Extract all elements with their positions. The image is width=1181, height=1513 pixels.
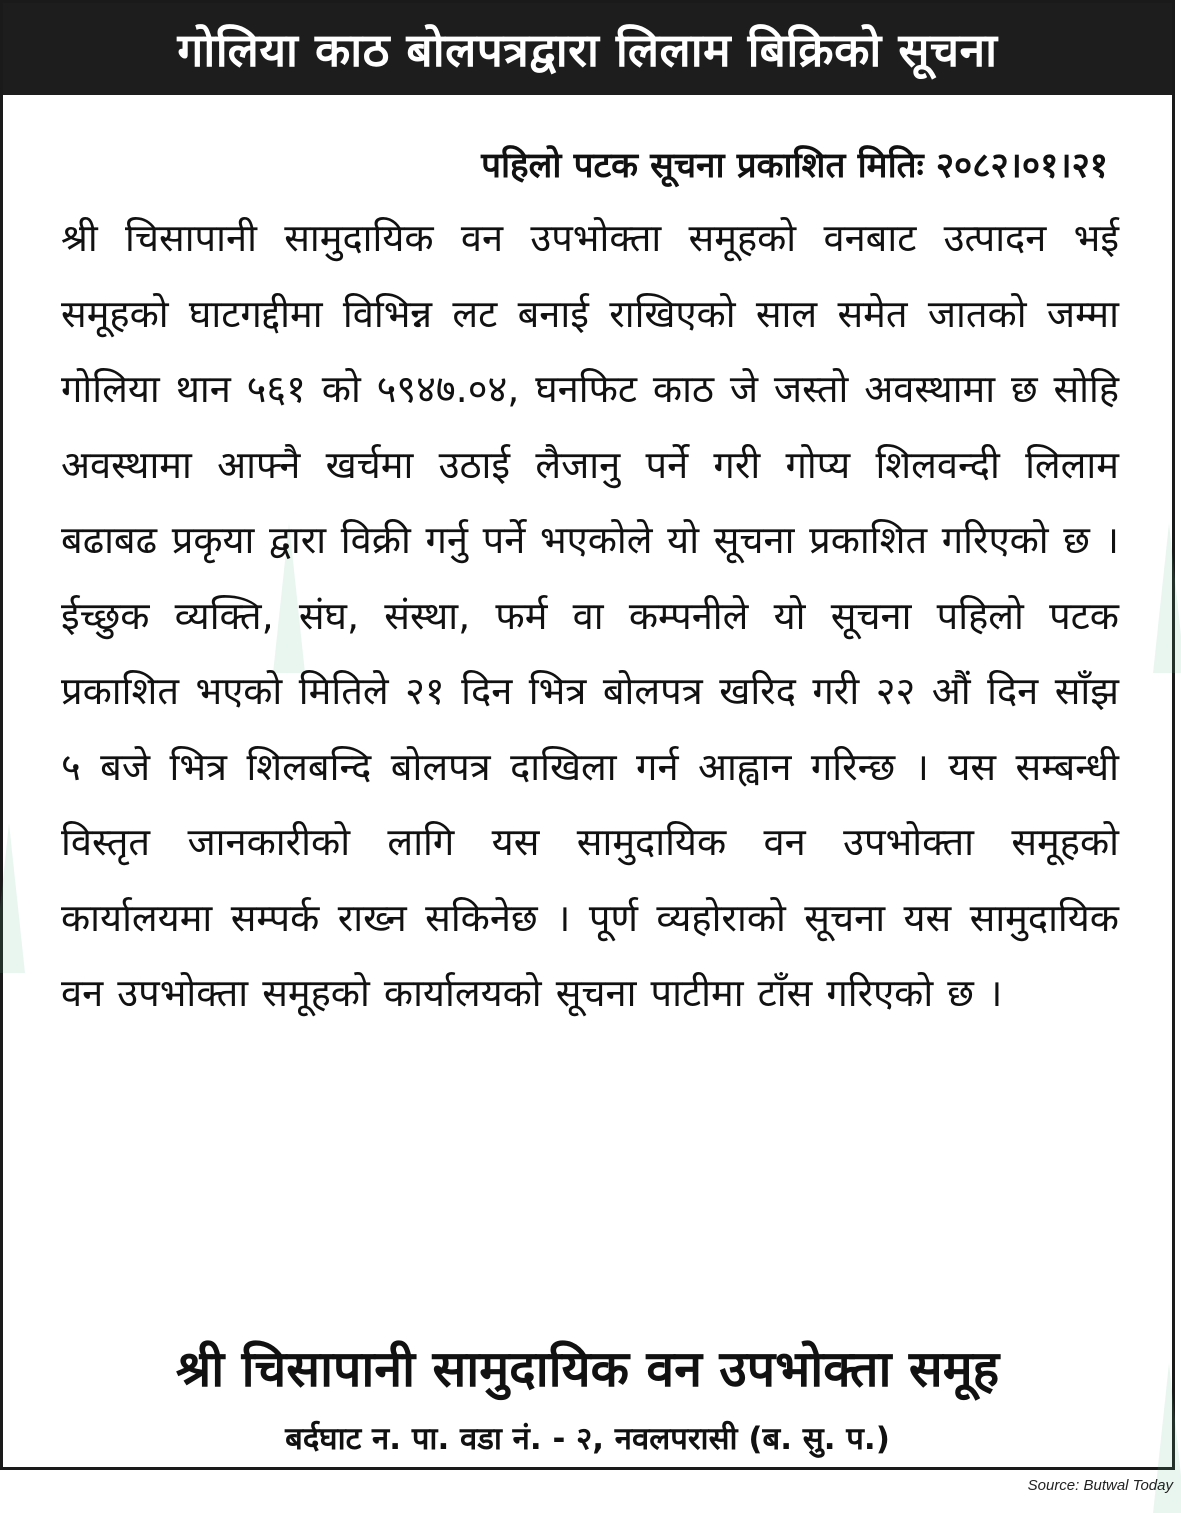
decorative-arrow-shape (1153, 523, 1181, 673)
notice-body: श्री चिसापानी सामुदायिक वन उपभोक्ता समूहको वनबाट उत्पादन भई समूहको घाटगद्दीमा विभिन्न लट बनाई राखिएको साल समेत जातको जम्मा गोलिया थान ५६१ को ५९४७.०४, घनफिट काठ जे जस्तो अवस्थामा छ सोहि अवस्थामा आफ्नै खर्चमा उठाई लैजानु पर्ने गरी गोप्य शिलवन्दी लिलाम बढाबढ प्रकृया द्वारा विक्री गर्नु पर्ने भएकोले यो सूचना प्रकाशित गरिएको छ । ईच्छुक व्यक्ति, संघ, संस्था, फर्म वा कम्पनीले यो सूचना पहिलो पटक प्रकाशित भएको मितिले २१ दिन भित्र बोलपत्र खरिद गरी २२ औं दिन साँझ ५ बजे भित्र शिलबन्दि बोलपत्र दाखिला गर्न आह्वान गरिन्छ । यस सम्बन्धी विस्तृत जानकारीको लागि यस सामुदायिक वन उपभोक्ता समूहको कार्यालयमा सम्पर्क राख्न सकिनेछ । पूर्ण व्यहोराको सूचना यस सामुदायिक वन उपभोक्ता समूहको कार्यालयको सूचना पाटीमा टाँस गरिएको छ । (61, 216, 1119, 1015)
organization-name: श्री चिसापानी सामुदायिक वन उपभोक्ता समूह (175, 1340, 1000, 1398)
organization-address: बर्दघाट न. पा. वडा नं. - २, नवलपरासी (ब. सु. प.) (285, 1421, 890, 1457)
source-credit: Source: Butwal Today (1027, 1477, 1173, 1494)
decorative-arrow-shape (0, 823, 25, 973)
publish-date: पहिलो पटक सूचना प्रकाशित मितिः २०८२।०१।२१ (481, 146, 1108, 186)
notice-title: गोलिया काठ बोलपत्रद्वारा लिलाम बिक्रिको सूचना (3, 3, 1172, 95)
